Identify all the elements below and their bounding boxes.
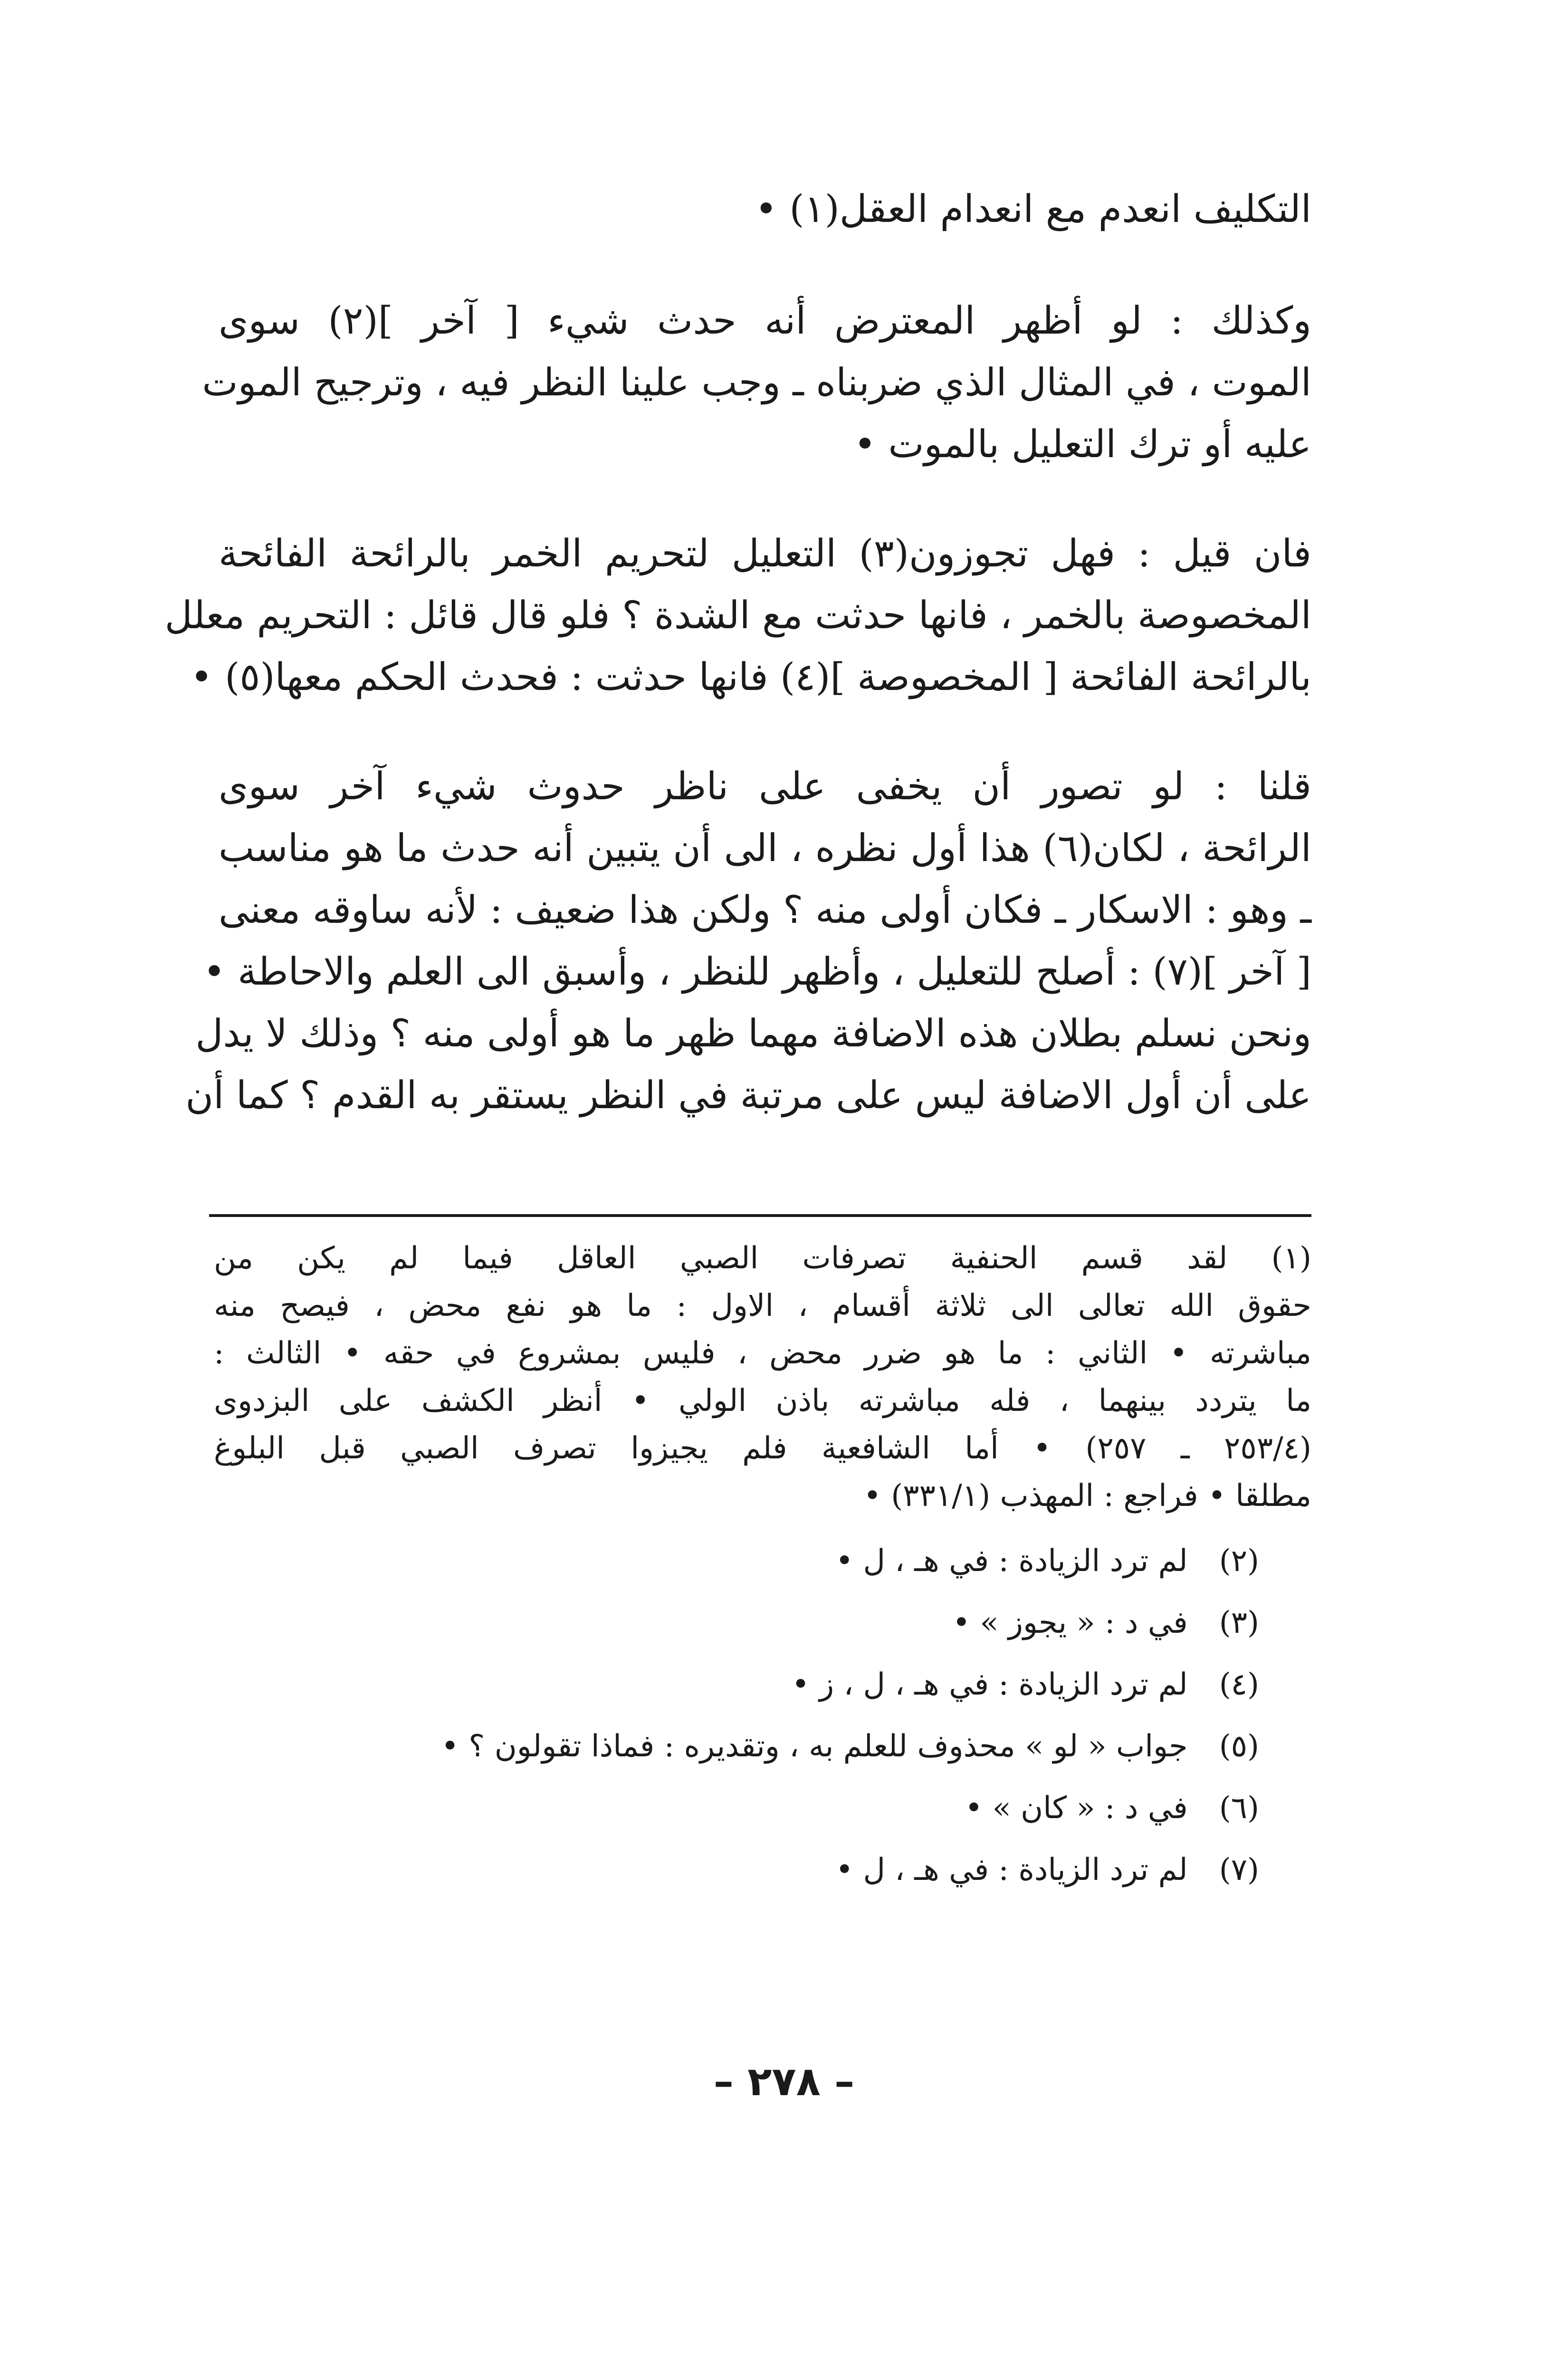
footnote-text: جواب « لو » محذوف للعلم به ، وتقديره : فماذا تقولون ؟ •	[441, 1729, 1188, 1764]
text-line: على أن أول الاضافة ليس على مرتبة في النظر يستقر به القدم ؟ كما أن	[185, 1073, 1311, 1117]
text-line: وكذلك : لو أظهر المعترض أنه حدث شيء [ آخر ](٢) سوى	[219, 298, 1311, 343]
footnote-line: (١) لقد قسم الحنفية تصرفات الصبي العاقل فيما لم يكن من	[214, 1241, 1311, 1276]
text-line: عليه أو ترك التعليل بالموت •	[853, 422, 1311, 466]
footnote-text: لم ترد الزيادة : في هـ ، ل ، ز •	[792, 1667, 1188, 1702]
text-line: المخصوصة بالخمر ، فانها حدثت مع الشدة ؟ فلو قال قائل : التحريم معلل	[164, 593, 1311, 637]
footnote-item	[166, 1661, 1259, 1708]
text-line: التكليف انعدم مع انعدام العقل(١) •	[755, 187, 1311, 231]
footnote-number: (٧)	[1219, 1852, 1259, 1887]
footnote-number: (٥)	[1219, 1729, 1259, 1764]
footnote-item	[166, 1846, 1259, 1894]
text-line: ـ وهو : الاسكار ـ فكان أولى منه ؟ ولكن هذا ضعيف : لأنه ساوقه معنى	[219, 888, 1311, 932]
footnote-text: في د : « يجوز » •	[952, 1605, 1188, 1640]
text-line: الموت ، في المثال الذي ضربناه ـ وجب علينا النظر فيه ، وترجيح الموت	[202, 360, 1311, 404]
footnote-number: (٤)	[1219, 1667, 1259, 1702]
footnote-item	[166, 1599, 1259, 1647]
text-line: بالرائحة الفائحة [ المخصوصة ](٤) فانها حدثت : فحدث الحكم معها(٥) •	[190, 655, 1311, 699]
page-number: – ٢٧٨ –	[713, 2058, 855, 2105]
footnote-line: ما يتردد بينهما ، فله مباشرته باذن الولي • أنظر الكشف على البزدوى	[214, 1383, 1312, 1418]
footnote-number: (٢)	[1219, 1543, 1259, 1579]
footnote-line: (٢٥٣/٤ ـ ٢٥٧) • أما الشافعية فلم يجيزوا تصرف الصبي قبل البلوغ	[214, 1431, 1312, 1466]
footnote-text: لم ترد الزيادة : في هـ ، ل •	[835, 1543, 1188, 1579]
footnote-text: لم ترد الزيادة : في هـ ، ل •	[835, 1852, 1188, 1887]
footnote-line: حقوق الله تعالى الى ثلاثة أقسام ، الاول : ما هو نفع محض ، فيصح منه	[214, 1288, 1311, 1323]
text-line: فان قيل : فهل تجوزون(٣) التعليل لتحريم الخمر بالرائحة الفائحة	[219, 531, 1312, 575]
footnote-separator	[209, 1214, 1311, 1217]
text-line: الرائحة ، لكان(٦) هذا أول نظره ، الى أن يتبين أنه حدث ما هو مناسب	[219, 826, 1311, 870]
footnote-item	[166, 1723, 1259, 1770]
footnote-number: (٣)	[1219, 1605, 1259, 1640]
footnote-item	[166, 1784, 1259, 1832]
text-line: [ آخر ](٧) : أصلح للتعليل ، وأظهر للنظر ، وأسبق الى العلم والاحاطة •	[203, 949, 1311, 994]
footnote-line: مطلقا • فراجع : المهذب (٣٣١/١) •	[863, 1478, 1311, 1514]
footnote-item	[166, 1537, 1259, 1585]
footnote-number: (٦)	[1219, 1791, 1259, 1826]
text-line: ونحن نسلم بطلان هذه الاضافة مهما ظهر ما هو أولى منه ؟ وذلك لا يدل	[195, 1011, 1311, 1055]
footnote-text: في د : « كان » •	[965, 1791, 1188, 1826]
text-line: قلنا : لو تصور أن يخفى على ناظر حدوث شيء آخر سوى	[219, 764, 1312, 808]
footnote-line: مباشرته • الثاني : ما هو ضرر محض ، فليس بمشروع في حقه • الثالث :	[214, 1336, 1312, 1371]
